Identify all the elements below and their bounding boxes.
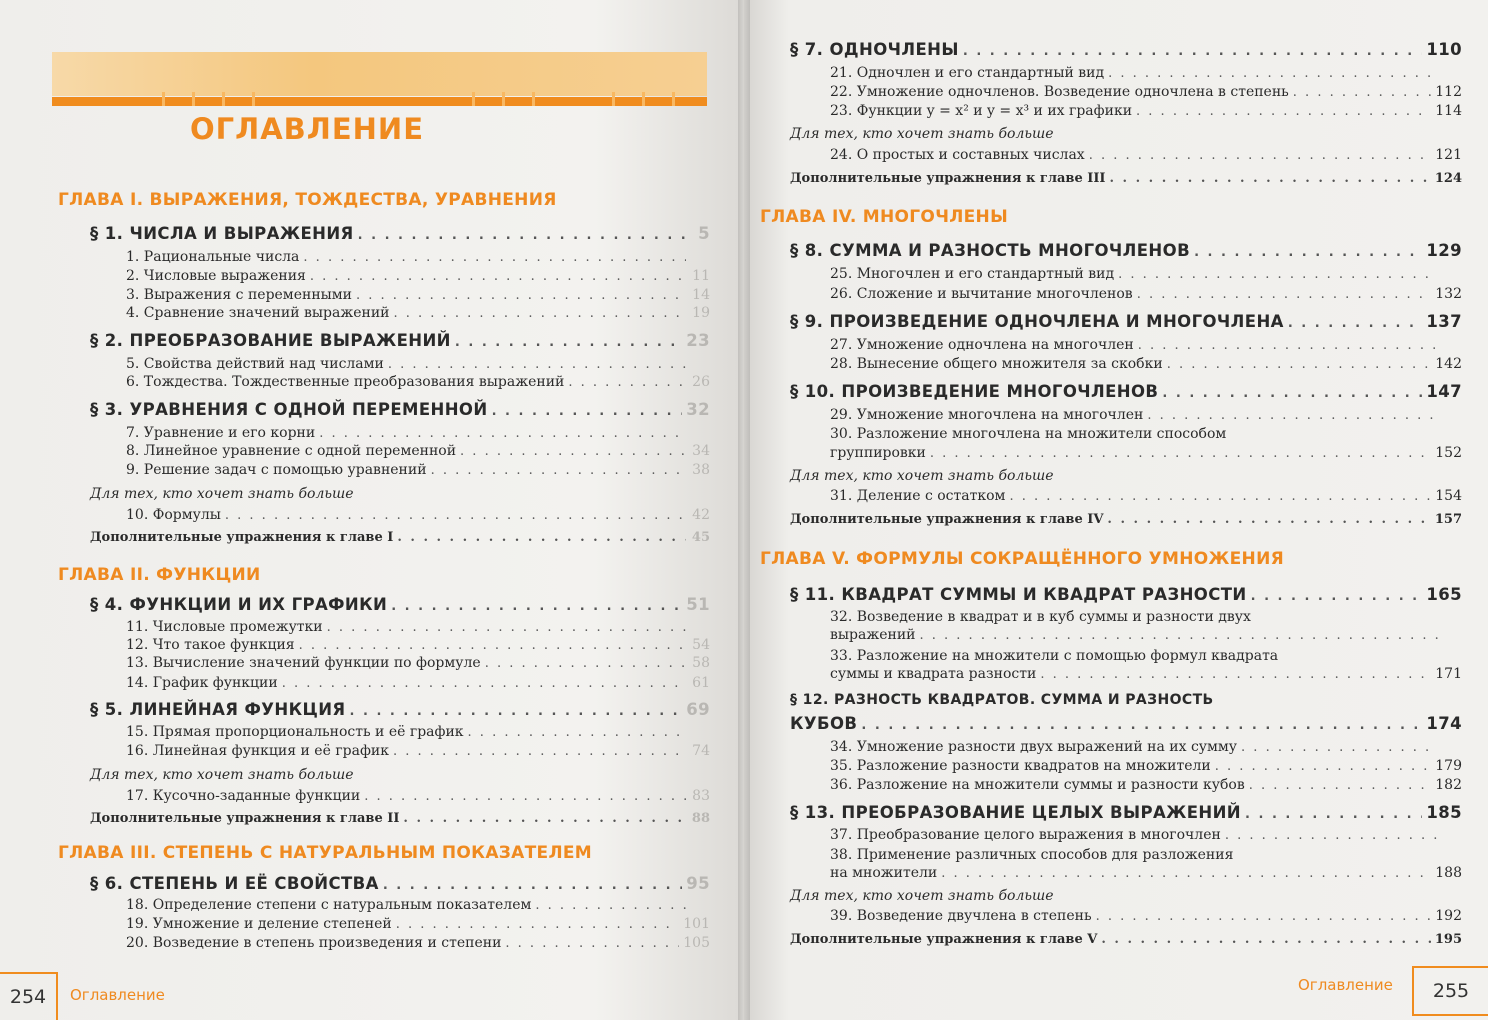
extra-reading-label: Для тех, кто хочет знать больше bbox=[90, 767, 354, 783]
item-title: 25. Многочлен и его стандартный вид bbox=[830, 266, 1115, 282]
running-footer: Оглавление bbox=[1298, 976, 1393, 994]
section-title: КУБОВ bbox=[790, 714, 858, 733]
page-ref: 110 bbox=[1426, 40, 1462, 59]
item-title: 22. Умножение одночленов. Возведение одночлена в степень bbox=[830, 84, 1289, 100]
page-title: ОГЛАВЛЕНИЕ bbox=[190, 112, 425, 146]
toc-item[interactable] bbox=[126, 305, 710, 321]
item-title: 7. Уравнение и его корни bbox=[126, 425, 316, 441]
page-ref: 19 bbox=[692, 305, 710, 321]
page-ref: 26 bbox=[692, 374, 710, 390]
toc-section[interactable] bbox=[90, 224, 710, 243]
toc-section[interactable] bbox=[790, 803, 1462, 822]
page-ref: 112 bbox=[1435, 84, 1462, 100]
item-title: 15. Прямая пропорциональность и её график bbox=[126, 724, 464, 740]
running-footer: Оглавление bbox=[70, 986, 165, 1004]
toc-item[interactable] bbox=[126, 619, 710, 635]
page-ref: 142 bbox=[1435, 356, 1462, 372]
toc-section-line: § 12. РАЗНОСТЬ КВАДРАТОВ. СУММА И РАЗНОСТЬ bbox=[790, 692, 1214, 708]
toc-item[interactable] bbox=[830, 356, 1462, 372]
item-title: 11. Числовые промежутки bbox=[126, 619, 323, 635]
page-ref: 124 bbox=[1434, 171, 1462, 186]
item-title: 27. Умножение одночлена на многочлен bbox=[830, 337, 1134, 353]
item-title: 16. Линейная функция и её график bbox=[126, 743, 390, 759]
toc-section[interactable] bbox=[790, 312, 1462, 331]
toc-item[interactable] bbox=[126, 788, 710, 804]
item-title: 3. Выражения с переменными bbox=[126, 287, 353, 303]
toc-item[interactable] bbox=[830, 337, 1462, 353]
section-title: § 7. ОДНОЧЛЕНЫ bbox=[790, 40, 959, 59]
banner-tick bbox=[192, 92, 195, 106]
page-number: 254 bbox=[9, 986, 47, 1008]
page-ref: 137 bbox=[1426, 312, 1462, 331]
toc-item[interactable] bbox=[830, 666, 1462, 682]
item-title: 19. Умножение и деление степеней bbox=[126, 916, 392, 932]
page-ref: 152 bbox=[1435, 445, 1462, 461]
item-title: 21. Одночлен и его стандартный вид bbox=[830, 65, 1105, 81]
item-title: 6. Тождества. Тождественные преобразования выражений bbox=[126, 374, 565, 390]
extra-reading-label: Для тех, кто хочет знать больше bbox=[790, 126, 1054, 142]
page-ref: 83 bbox=[692, 788, 710, 804]
banner-tick bbox=[532, 92, 535, 106]
toc-item[interactable] bbox=[830, 488, 1462, 504]
toc-section[interactable] bbox=[790, 585, 1462, 604]
banner-tick bbox=[252, 92, 255, 106]
page-ref: 38 bbox=[692, 462, 710, 478]
item-title: 2. Числовые выражения bbox=[126, 268, 306, 284]
toc-item[interactable] bbox=[126, 655, 710, 671]
page-ref: 132 bbox=[1435, 286, 1462, 302]
page-ref: 69 bbox=[686, 700, 710, 719]
banner-tick bbox=[472, 92, 475, 106]
section-title: § 6. СТЕПЕНЬ И ЕЁ СВОЙСТВА bbox=[90, 874, 379, 893]
toc-item-line: 30. Разложение многочлена на множители способом bbox=[830, 426, 1227, 442]
item-title: 20. Возведение в степень произведения и степени bbox=[126, 935, 502, 951]
page-ref: 61 bbox=[692, 675, 710, 691]
toc-extra-exercises[interactable] bbox=[790, 171, 1462, 186]
toc-item[interactable] bbox=[126, 507, 710, 523]
toc-section[interactable] bbox=[790, 714, 1462, 733]
chapter-heading: ГЛАВА I. ВЫРАЖЕНИЯ, ТОЖДЕСТВА, УРАВНЕНИЯ bbox=[58, 190, 557, 210]
page-ref: 171 bbox=[1435, 666, 1462, 682]
banner-tick bbox=[502, 92, 505, 106]
toc-item[interactable] bbox=[830, 827, 1462, 843]
banner-stripe bbox=[52, 97, 707, 106]
page-ref: 195 bbox=[1434, 932, 1462, 947]
page-ref: 34 bbox=[692, 443, 710, 459]
page-ref: 54 bbox=[692, 637, 710, 653]
toc-section[interactable] bbox=[90, 400, 710, 419]
toc-section[interactable] bbox=[90, 595, 710, 614]
toc-item[interactable] bbox=[830, 266, 1462, 282]
item-title: Дополнительные упражнения к главе I bbox=[90, 530, 394, 545]
page-ref: 121 bbox=[1435, 147, 1462, 163]
toc-item[interactable] bbox=[830, 65, 1462, 81]
toc-item[interactable] bbox=[126, 935, 710, 951]
item-title: суммы и квадрата разности bbox=[830, 666, 1037, 682]
page-ref: 45 bbox=[691, 530, 710, 545]
item-title: 8. Линейное уравнение с одной переменной bbox=[126, 443, 457, 459]
toc-item-line: 32. Возведение в квадрат и в куб суммы и разности двух bbox=[830, 609, 1251, 625]
page-ref: 165 bbox=[1426, 585, 1462, 604]
page-ref: 154 bbox=[1435, 488, 1462, 504]
toc-item[interactable] bbox=[126, 462, 710, 478]
toc-item[interactable] bbox=[830, 286, 1462, 302]
extra-reading-label: Для тех, кто хочет знать больше bbox=[790, 468, 1054, 484]
section-title: § 4. ФУНКЦИИ И ИХ ГРАФИКИ bbox=[90, 595, 388, 614]
item-title: Дополнительные упражнения к главе III bbox=[790, 171, 1106, 186]
page-ref: 32 bbox=[686, 400, 710, 419]
page-ref: 174 bbox=[1426, 714, 1462, 733]
section-title: § 9. ПРОИЗВЕДЕНИЕ ОДНОЧЛЕНА И МНОГОЧЛЕНА bbox=[790, 312, 1284, 331]
page-number: 255 bbox=[1432, 980, 1470, 1002]
chapter-heading: ГЛАВА IV. МНОГОЧЛЕНЫ bbox=[760, 207, 1009, 227]
page-ref: 23 bbox=[686, 331, 710, 350]
toc-item[interactable] bbox=[126, 287, 710, 303]
toc-item[interactable] bbox=[126, 443, 710, 459]
item-title: Дополнительные упражнения к главе V bbox=[790, 932, 1098, 947]
page-ref: 11 bbox=[692, 268, 710, 284]
item-title: выражений bbox=[830, 627, 916, 643]
item-title: 1. Рациональные числа bbox=[126, 249, 300, 265]
page-ref: 114 bbox=[1435, 103, 1462, 119]
item-title: 34. Умножение разности двух выражений на их сумму bbox=[830, 739, 1238, 755]
toc-item[interactable] bbox=[126, 675, 710, 691]
item-title: 10. Формулы bbox=[126, 507, 221, 523]
page-ref: 129 bbox=[1426, 241, 1462, 260]
toc-item[interactable] bbox=[126, 374, 710, 390]
item-title: 26. Сложение и вычитание многочленов bbox=[830, 286, 1133, 302]
item-title: 24. О простых и составных числах bbox=[830, 147, 1085, 163]
item-title: 17. Кусочно-заданные функции bbox=[126, 788, 361, 804]
item-title: 35. Разложение разности квадратов на множители bbox=[830, 758, 1211, 774]
extra-reading-label: Для тех, кто хочет знать больше bbox=[90, 486, 354, 502]
item-title: Дополнительные упражнения к главе II bbox=[90, 811, 400, 826]
toc-item[interactable] bbox=[126, 356, 710, 372]
page-ref: 95 bbox=[686, 874, 710, 893]
toc-item[interactable] bbox=[830, 627, 1462, 643]
section-title: § 13. ПРЕОБРАЗОВАНИЕ ЦЕЛЫХ ВЫРАЖЕНИЙ bbox=[790, 803, 1242, 822]
toc-item[interactable] bbox=[830, 739, 1462, 755]
toc-item[interactable] bbox=[126, 249, 710, 265]
page-ref: 5 bbox=[698, 224, 710, 243]
item-title: 23. Функции y = x² и y = x³ и их графики bbox=[830, 103, 1133, 119]
item-title: 39. Возведение двучлена в степень bbox=[830, 908, 1092, 924]
page-ref: 88 bbox=[691, 811, 710, 826]
toc-item[interactable] bbox=[126, 425, 710, 441]
page-ref: 74 bbox=[692, 743, 710, 759]
page-ref: 58 bbox=[692, 655, 710, 671]
item-title: 36. Разложение на множители суммы и разности кубов bbox=[830, 777, 1245, 793]
item-title: 13. Вычисление значений функции по формуле bbox=[126, 655, 481, 671]
page-ref: 185 bbox=[1426, 803, 1462, 822]
item-title: 12. Что такое функция bbox=[126, 637, 295, 653]
page-number-box bbox=[0, 972, 58, 1020]
toc-extra-exercises[interactable] bbox=[790, 932, 1462, 947]
toc-item[interactable] bbox=[830, 445, 1462, 461]
item-title: 31. Деление с остатком bbox=[830, 488, 1006, 504]
toc-item[interactable] bbox=[126, 637, 710, 653]
chapter-heading: ГЛАВА V. ФОРМУЛЫ СОКРАЩЁННОГО УМНОЖЕНИЯ bbox=[760, 549, 1284, 569]
item-title: 5. Свойства действий над числами bbox=[126, 356, 384, 372]
page-ref: 51 bbox=[686, 595, 710, 614]
banner-tick bbox=[642, 92, 645, 106]
item-title: 4. Сравнение значений выражений bbox=[126, 305, 390, 321]
toc-section[interactable] bbox=[790, 241, 1462, 260]
toc-item[interactable] bbox=[830, 103, 1462, 119]
page-ref: 147 bbox=[1426, 382, 1462, 401]
banner-tick bbox=[612, 92, 615, 106]
banner-tick bbox=[222, 92, 225, 106]
section-title: § 1. ЧИСЛА И ВЫРАЖЕНИЯ bbox=[90, 224, 354, 243]
chapter-heading: ГЛАВА III. СТЕПЕНЬ С НАТУРАЛЬНЫМ ПОКАЗАТЕЛЕМ bbox=[58, 843, 592, 863]
banner-tick bbox=[162, 92, 165, 106]
item-title: 14. График функции bbox=[126, 675, 278, 691]
right-page bbox=[744, 0, 1488, 1020]
page-ref: 182 bbox=[1435, 777, 1462, 793]
item-title: 9. Решение задач с помощью уравнений bbox=[126, 462, 427, 478]
book-gutter bbox=[738, 0, 750, 1020]
section-title: § 3. УРАВНЕНИЯ С ОДНОЙ ПЕРЕМЕННОЙ bbox=[90, 400, 488, 419]
toc-item[interactable] bbox=[126, 916, 710, 932]
item-title: 28. Вынесение общего множителя за скобки bbox=[830, 356, 1163, 372]
section-title: § 10. ПРОИЗВЕДЕНИЕ МНОГОЧЛЕНОВ bbox=[790, 382, 1159, 401]
page-number-box bbox=[1412, 966, 1488, 1016]
chapter-heading: ГЛАВА II. ФУНКЦИИ bbox=[58, 565, 261, 585]
toc-section[interactable] bbox=[90, 700, 710, 719]
toc-section[interactable] bbox=[790, 40, 1462, 59]
section-title: § 11. КВАДРАТ СУММЫ И КВАДРАТ РАЗНОСТИ bbox=[790, 585, 1247, 604]
toc-item[interactable] bbox=[126, 268, 710, 284]
toc-section[interactable] bbox=[90, 331, 710, 350]
item-title: 37. Преобразование целого выражения в многочлен bbox=[830, 827, 1221, 843]
page-ref: 179 bbox=[1435, 758, 1462, 774]
toc-item-line: 33. Разложение на множители с помощью формул квадрата bbox=[830, 648, 1279, 664]
toc-section[interactable] bbox=[790, 382, 1462, 401]
page-ref: 105 bbox=[683, 935, 710, 951]
toc-item[interactable] bbox=[830, 407, 1462, 423]
item-title: 29. Умножение многочлена на многочлен bbox=[830, 407, 1144, 423]
toc-section[interactable] bbox=[90, 874, 710, 893]
page-ref: 42 bbox=[692, 507, 710, 523]
toc-item[interactable] bbox=[830, 84, 1462, 100]
toc-item-line: 38. Применение различных способов для разложения bbox=[830, 847, 1234, 863]
toc-item[interactable] bbox=[830, 147, 1462, 163]
item-title: группировки bbox=[830, 445, 926, 461]
toc-item[interactable] bbox=[126, 724, 710, 740]
extra-reading-label: Для тех, кто хочет знать больше bbox=[790, 888, 1054, 904]
header-banner bbox=[52, 52, 707, 96]
toc-extra-exercises[interactable] bbox=[790, 512, 1462, 527]
toc-extra-exercises[interactable] bbox=[90, 530, 710, 545]
page-ref: 192 bbox=[1435, 908, 1462, 924]
item-title: на множители bbox=[830, 865, 938, 881]
page-ref: 157 bbox=[1434, 512, 1462, 527]
page-ref: 101 bbox=[683, 916, 710, 932]
toc-item[interactable] bbox=[830, 908, 1462, 924]
toc-extra-exercises[interactable] bbox=[90, 811, 710, 826]
toc-item[interactable] bbox=[830, 777, 1462, 793]
section-title: § 2. ПРЕОБРАЗОВАНИЕ ВЫРАЖЕНИЙ bbox=[90, 331, 451, 350]
section-title: § 8. СУММА И РАЗНОСТЬ МНОГОЧЛЕНОВ bbox=[790, 241, 1191, 260]
banner-tick bbox=[672, 92, 675, 106]
toc-item[interactable] bbox=[830, 758, 1462, 774]
page-ref: 188 bbox=[1435, 865, 1462, 881]
toc-item[interactable] bbox=[830, 865, 1462, 881]
item-title: 18. Определение степени с натуральным показателем bbox=[126, 897, 532, 913]
page-ref: 14 bbox=[692, 287, 710, 303]
toc-item[interactable] bbox=[126, 743, 710, 759]
item-title: Дополнительные упражнения к главе IV bbox=[790, 512, 1104, 527]
section-title: § 5. ЛИНЕЙНАЯ ФУНКЦИЯ bbox=[90, 700, 346, 719]
toc-item[interactable] bbox=[126, 897, 710, 913]
